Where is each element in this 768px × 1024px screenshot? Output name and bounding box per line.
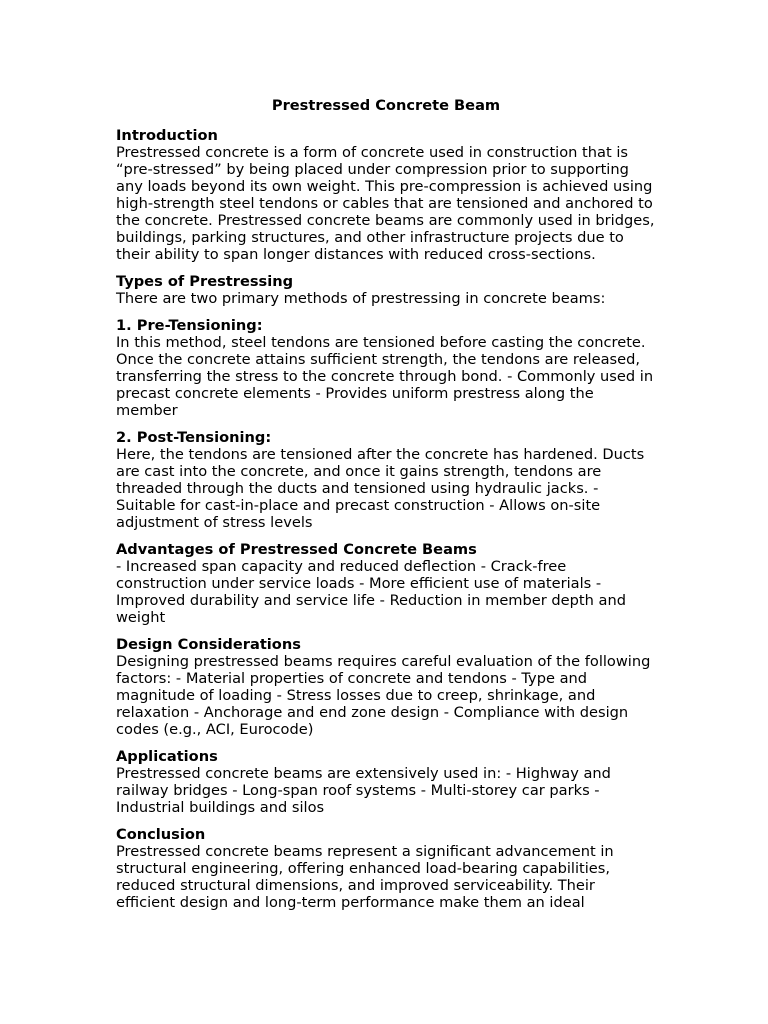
- section-heading: Introduction: [116, 127, 218, 144]
- document-title: Prestressed Concrete Beam: [271, 97, 501, 114]
- section-body: Designing prestressed beams requires careful evaluation of the following factors: - Material properties of concrete and tendons - Type and magnitude of loading - Stress losses due to creep, shrinkage, and relaxation - Anchorage and end zone design - Compliance with design codes (e.g., ACI, Eurocode): [116, 653, 651, 738]
- section-design-considerations: [116, 636, 656, 738]
- section-heading: Conclusion: [116, 826, 206, 843]
- section-heading: Advantages of Prestressed Concrete Beams: [116, 541, 477, 558]
- section-body: Prestressed concrete beams are extensively used in: - Highway and railway bridges - Long-span roof systems - Multi-storey car parks - Industrial buildings and silos: [116, 765, 611, 816]
- section-heading: Applications: [116, 748, 218, 765]
- section-body: In this method, steel tendons are tensioned before casting the concrete. Once the concrete attains sufficient strength, the tendons are released, transferring the stress to the concrete through bond. - Commonly used in precast concrete elements - Provides uniform prestress along the member: [116, 334, 654, 419]
- section-body: There are two primary methods of prestressing in concrete beams:: [116, 290, 606, 307]
- section-heading: 1. Pre-Tensioning:: [116, 317, 263, 334]
- section-body: Prestressed concrete is a form of concrete used in construction that is “pre-stressed” by being placed under compression prior to supporting any loads beyond its own weight. This pre-compression is achieved using high-strength steel tendons or cables that are tensioned and anchored to the concrete. Prestressed concrete beams are commonly used in bridges, buildings, parking structures, and other infrastructure projects due to their ability to span longer distances with reduced cross-sections.: [116, 144, 655, 263]
- section-introduction: [116, 127, 656, 263]
- document-content: [116, 97, 656, 921]
- section-pre-tensioning: [116, 317, 656, 419]
- section-advantages: [116, 541, 656, 626]
- section-body: Prestressed concrete beams represent a significant advancement in structural engineering, offering enhanced load-bearing capabilities, reduced structural dimensions, and improved serviceability. Their efficient design and long-term performance make them an ideal: [116, 843, 614, 911]
- section-body: Here, the tendons are tensioned after the concrete has hardened. Ducts are cast into the concrete, and once it gains strength, tendons are threaded through the ducts and tensioned using hydraulic jacks. - Suitable for cast-in-place and precast construction - Allows on-site adjustment of stress levels: [116, 446, 645, 531]
- section-post-tensioning: [116, 429, 656, 531]
- section-applications: [116, 748, 656, 816]
- section-types-of-prestressing: [116, 273, 656, 307]
- section-conclusion: [116, 826, 656, 911]
- section-heading: Design Considerations: [116, 636, 301, 653]
- section-heading: 2. Post-Tensioning:: [116, 429, 272, 446]
- section-body: - Increased span capacity and reduced deflection - Crack-free construction under service loads - More efficient use of materials - Improved durability and service life - Reduction in member depth and weight: [116, 558, 626, 626]
- section-heading: Types of Prestressing: [116, 273, 294, 290]
